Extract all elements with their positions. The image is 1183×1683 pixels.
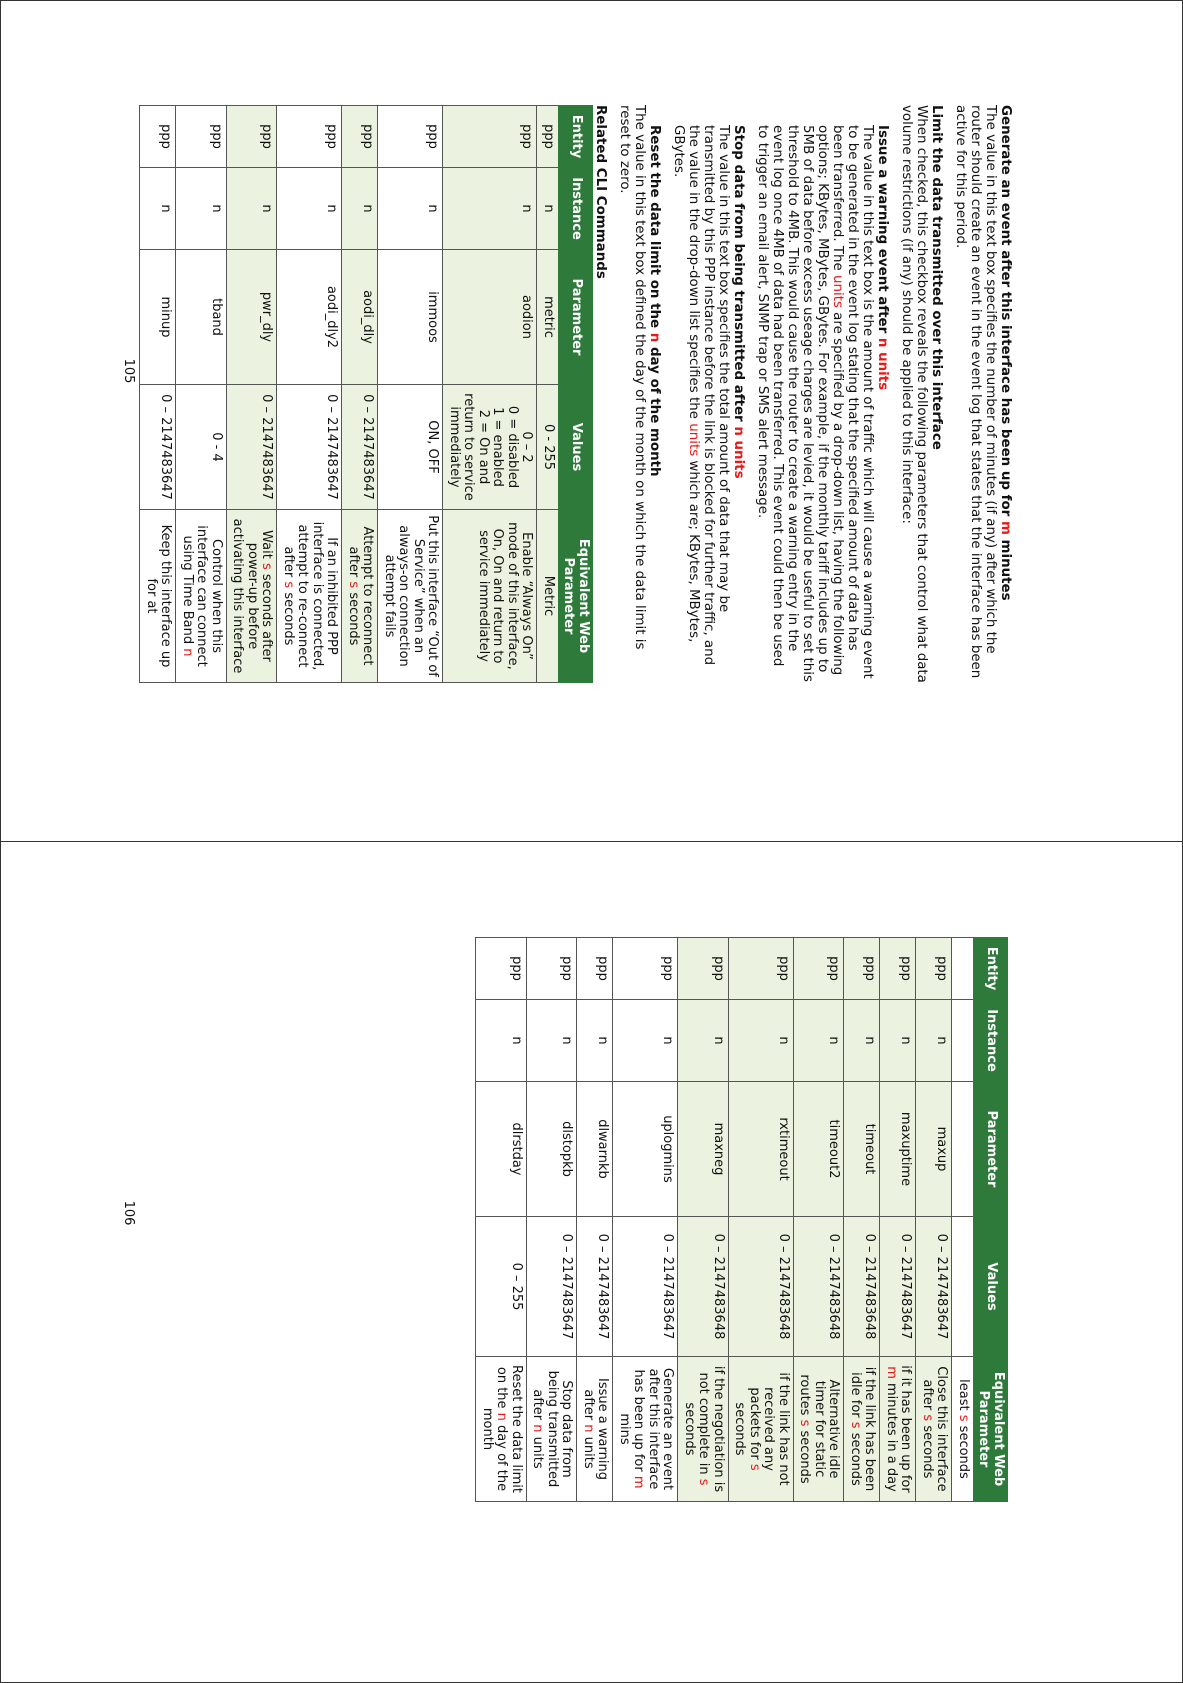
col-parameter: Parameter	[974, 1082, 1008, 1217]
cell-web-parameter	[577, 1357, 613, 1502]
web-variable: s	[920, 1414, 935, 1422]
cell-web-parameter	[476, 1357, 527, 1502]
warn-body-units: units	[830, 275, 845, 308]
web-variable: m	[631, 1475, 647, 1489]
warn-body	[755, 125, 875, 683]
web-text: Issue a warning after	[581, 1378, 611, 1480]
reset-heading	[647, 125, 662, 683]
cell-parameter: minup	[140, 250, 176, 385]
table-row	[844, 938, 880, 1502]
limit-body: When checked, this checkbox reveals the following parameters that control what data volume restrictions (if any) should be applied to this interface:	[899, 105, 929, 683]
web-text: seconds	[848, 1428, 863, 1486]
cell-parameter: dlstopkb	[527, 1082, 578, 1217]
web-text: seconds	[797, 1426, 813, 1484]
warn-body-text: The value in this text box is the amount of traffic which will cause a warning event to be generated in the event log stating that the specified amount of data has been transferred. The	[830, 125, 875, 679]
cell-parameter: rxtimeout	[729, 1082, 794, 1217]
cell-values: 0 – 255	[476, 1217, 527, 1357]
cell-web-parameter	[880, 1357, 916, 1502]
table-row	[577, 938, 613, 1502]
cell-entity: ppp	[880, 938, 916, 1000]
cell-instance: n	[729, 1000, 794, 1082]
cell-parameter: maxup	[916, 1082, 952, 1217]
cell-values: 0 – 2147483647	[342, 385, 378, 510]
web-text: units	[530, 1432, 546, 1469]
web-text: Stop data from being transmitted after	[530, 1370, 575, 1488]
web-variable: s	[281, 581, 296, 589]
web-text: Keep this interface up for at	[144, 524, 174, 668]
table-row	[729, 938, 794, 1502]
cell-values: 0 – 2147483647	[277, 385, 342, 510]
cell-parameter: tband	[176, 250, 227, 385]
web-text: Wait	[259, 530, 275, 563]
cell-web-parameter	[277, 510, 342, 683]
table-row	[880, 938, 916, 1502]
page-106	[0, 842, 1183, 1683]
reset-body: The value in this text box defined the day of the month on which the data limit is reset to zero.	[617, 105, 647, 650]
col-web-parameter: Equivalent Web Parameter	[559, 510, 593, 683]
cell-entity: ppp	[678, 938, 729, 1000]
cell-instance: n	[176, 168, 227, 250]
web-text: seconds	[281, 588, 296, 646]
cell-instance: n	[443, 168, 537, 250]
cell-entity: ppp	[794, 938, 845, 1000]
cell-instance: n	[678, 1000, 729, 1082]
cell-entity: ppp	[844, 938, 880, 1000]
web-text: Enable “Always On” mode of this interface, On, On and return to service immediately	[476, 522, 535, 670]
cell-parameter: maxuptime	[880, 1082, 916, 1217]
web-text: Put this interface “Out of Service” when an always-on connection attempt fails	[382, 515, 441, 677]
reset-heading-tail: day of the month	[647, 342, 662, 477]
cell-web-parameter	[729, 1357, 794, 1502]
warn-heading	[875, 125, 890, 683]
cell-entity: ppp	[537, 106, 559, 168]
gen-event-heading-tail: minutes	[998, 534, 1013, 601]
cell-instance: n	[378, 168, 443, 250]
cli-table-105	[140, 105, 594, 683]
cell-entity	[952, 938, 974, 1000]
cell-values: 0 – 2147483647	[613, 1217, 678, 1357]
table-row	[613, 938, 678, 1502]
cell-entity: ppp	[140, 106, 176, 168]
web-text: Metric	[541, 575, 556, 617]
web-text: seconds after power-up before activating this interface	[230, 518, 275, 674]
cell-web-parameter	[527, 1357, 578, 1502]
web-text: if the negotiation is not complete in	[696, 1365, 726, 1493]
web-variable: n	[180, 648, 195, 657]
cell-web-parameter	[443, 510, 537, 683]
cell-values: 0 – 2147483647	[577, 1217, 613, 1357]
col-parameter: Parameter	[559, 250, 593, 385]
stop-heading	[731, 125, 746, 683]
cell-entity: ppp	[227, 106, 278, 168]
web-variable: m	[884, 1366, 899, 1379]
cell-values: ON, OFF	[378, 385, 443, 510]
cell-entity: ppp	[342, 106, 378, 168]
cell-web-parameter	[176, 510, 227, 683]
page-105	[0, 0, 1183, 841]
cell-entity: ppp	[378, 106, 443, 168]
web-variable: n	[494, 1412, 510, 1421]
cell-values	[952, 1217, 974, 1357]
cell-entity: ppp	[577, 938, 613, 1000]
cell-values: 0 – 2147483648	[729, 1217, 794, 1357]
cell-entity: ppp	[527, 938, 578, 1000]
web-text: minutes in a day	[884, 1378, 899, 1492]
reset-heading-var: n	[647, 332, 662, 343]
cli-table-header	[559, 106, 593, 683]
cell-instance: n	[476, 1000, 527, 1082]
cell-web-parameter	[378, 510, 443, 683]
web-text: Generate an event after this interface has been up for	[631, 1367, 676, 1491]
cell-entity: ppp	[476, 938, 527, 1000]
cell-values: 0 – 2147483647	[227, 385, 278, 510]
web-variable: s	[346, 581, 361, 589]
stop-body-text: The value in this text box specifies the total amount of data that may be transmitted by this PPP instance before the link is blocked for further traffic, and the value in the drop-down list specifies the	[686, 125, 731, 666]
warn-heading-var: n units	[875, 337, 890, 391]
gen-event-heading-text: Generate an event after this interface has been up for	[998, 105, 1013, 521]
cell-web-parameter	[342, 510, 378, 683]
gen-event-body: The value in this text box specifies the number of minutes (if any) after which the router should create an event in the event log that states that the interface has been active for this period.	[953, 105, 998, 679]
page-105-content	[140, 105, 1014, 683]
table-row	[527, 938, 578, 1502]
table-row	[140, 106, 176, 683]
stop-body-tail: which are; KBytes, MBytes, GBytes.	[671, 125, 701, 643]
web-text: if the link has not received any packets for	[747, 1372, 791, 1486]
cell-parameter: maxneg	[678, 1082, 729, 1217]
cell-parameter: metric	[537, 250, 559, 385]
web-text: least	[956, 1379, 971, 1415]
cell-values: 0 – 2147483648	[794, 1217, 845, 1357]
limit-heading: Limit the data transmitted over this interface	[929, 105, 944, 450]
cell-instance: n	[527, 1000, 578, 1082]
cell-entity: ppp	[916, 938, 952, 1000]
cell-values: 0 – 2147483647	[527, 1217, 578, 1357]
table-row	[537, 106, 559, 683]
warn-section	[647, 105, 890, 683]
table-row	[916, 938, 952, 1502]
web-text: if the link has been idle for	[848, 1366, 878, 1492]
table-row	[794, 938, 845, 1502]
cell-parameter: timeout2	[794, 1082, 845, 1217]
gen-event-heading	[998, 105, 1013, 683]
cell-instance: n	[577, 1000, 613, 1082]
cli-table-header	[974, 938, 1008, 1502]
cli-table-body	[476, 938, 974, 1502]
cell-values: 0 – 2 0 = disabled 1 = enabled 2 = On and return to service immediately	[443, 385, 537, 510]
cli-table-body	[140, 106, 559, 683]
web-text: Control when this interface can connect using Time Band	[180, 525, 224, 667]
stop-body-units: units	[686, 423, 701, 457]
web-variable: s	[797, 1419, 813, 1427]
web-variable: s	[747, 1463, 762, 1471]
web-variable: s	[696, 1478, 712, 1486]
cell-values: 0 – 2147483647	[140, 385, 176, 510]
cell-instance: n	[227, 168, 278, 250]
col-instance: Instance	[974, 1000, 1008, 1082]
web-text: units	[581, 1432, 596, 1469]
web-variable: n	[530, 1424, 546, 1433]
cell-instance: n	[537, 168, 559, 250]
cell-instance: n	[880, 1000, 916, 1082]
cell-instance: n	[794, 1000, 845, 1082]
table-row	[277, 106, 342, 683]
cell-instance: n	[844, 1000, 880, 1082]
cell-entity: ppp	[613, 938, 678, 1000]
cell-web-parameter	[613, 1357, 678, 1502]
web-text: Close this interface after	[920, 1366, 950, 1492]
cell-instance: n	[342, 168, 378, 250]
web-text: if it has been up for	[898, 1365, 914, 1493]
cell-web-parameter	[227, 510, 278, 683]
cell-values: 0 - 4	[176, 385, 227, 510]
cell-parameter	[952, 1082, 974, 1217]
table-row	[443, 106, 537, 683]
cell-parameter: dlwarnkb	[577, 1082, 613, 1217]
table-row	[476, 938, 527, 1502]
web-text: Alternative idle timer for static routes	[797, 1374, 842, 1479]
cell-entity: ppp	[176, 106, 227, 168]
table-row	[952, 938, 974, 1502]
web-text: If an inhibited PPP interface is connected, attempt to re-connect after	[281, 521, 340, 671]
cell-parameter: timeout	[844, 1082, 880, 1217]
table-row	[342, 106, 378, 683]
reset-heading-text: Reset the data limit on the	[647, 125, 662, 333]
cell-instance: n	[916, 1000, 952, 1082]
cell-parameter: aodi_dly2	[277, 250, 342, 385]
stop-heading-var: n units	[731, 426, 746, 479]
cell-entity: ppp	[443, 106, 537, 168]
cell-web-parameter	[844, 1357, 880, 1502]
col-entity: Entity	[974, 938, 1008, 1000]
web-variable: s	[848, 1421, 863, 1429]
web-variable: n	[581, 1424, 596, 1433]
table-row	[678, 938, 729, 1502]
web-text: seconds	[920, 1421, 935, 1479]
cell-web-parameter	[678, 1357, 729, 1502]
cell-web-parameter	[952, 1357, 974, 1502]
table-row	[227, 106, 278, 683]
cell-values: 0 – 2147483647	[916, 1217, 952, 1357]
cell-values: 0 - 255	[537, 385, 559, 510]
web-text: day of the month	[480, 1407, 510, 1492]
cli-table-106	[476, 937, 1009, 1502]
cell-web-parameter	[916, 1357, 952, 1502]
web-text: seconds	[346, 588, 361, 646]
cell-values: 0 – 2147483648	[678, 1217, 729, 1357]
col-entity: Entity	[559, 106, 593, 168]
cell-instance: n	[140, 168, 176, 250]
cell-parameter: uplogmins	[613, 1082, 678, 1217]
stop-body	[671, 125, 731, 683]
web-text: seconds	[956, 1421, 971, 1479]
table-row	[176, 106, 227, 683]
col-values: Values	[974, 1217, 1008, 1357]
cell-entity: ppp	[277, 106, 342, 168]
web-variable: s	[259, 562, 275, 570]
cell-instance	[952, 1000, 974, 1082]
cell-web-parameter	[794, 1357, 845, 1502]
web-text: mins	[617, 1413, 632, 1445]
gen-event-heading-var: m	[998, 520, 1013, 535]
cell-values: 0 – 2147483648	[844, 1217, 880, 1357]
stop-heading-text: Stop data from being transmitted after	[731, 125, 746, 427]
cell-values: 0 – 2147483647	[880, 1217, 916, 1357]
web-text: Reset the data limit on the	[494, 1365, 524, 1493]
page-number: 105	[121, 358, 136, 384]
cell-parameter: immoos	[378, 250, 443, 385]
related-cli-heading: Related CLI Commands	[593, 105, 608, 279]
cell-parameter: aodion	[443, 250, 537, 385]
col-instance: Instance	[559, 168, 593, 250]
cell-parameter: pwr_dly	[227, 250, 278, 385]
warn-heading-text: Issue a warning event after	[875, 125, 890, 338]
page-number: 106	[121, 1200, 136, 1226]
cell-instance: n	[277, 168, 342, 250]
cell-entity: ppp	[729, 938, 794, 1000]
table-row	[378, 106, 443, 683]
col-web-parameter: Equivalent Web Parameter	[974, 1357, 1008, 1502]
col-values: Values	[559, 385, 593, 510]
cell-web-parameter	[537, 510, 559, 683]
web-text: Attempt to reconnect after	[346, 526, 376, 666]
web-text: seconds	[732, 1402, 748, 1456]
cell-parameter: aodi_dly	[342, 250, 378, 385]
cell-parameter: dlrstday	[476, 1082, 527, 1217]
warn-body-tail: are specified by a drop-down list, having the following options; KBytes, MBytes, GBytes. For example, if the monthly tariff includes up to 5MB of data before excess useage charges are levied, it would be useful to set this threshold to 4MB. This would cause the router to create a warning entry in the event log once 4MB of data had been transferred. This event could then be used to trigger an email alert, SNMP trap or SMS alert message.	[755, 125, 845, 682]
cell-instance: n	[613, 1000, 678, 1082]
cell-web-parameter	[140, 510, 176, 683]
page-106-content	[476, 937, 1009, 1502]
web-variable: s	[956, 1414, 971, 1422]
web-text: seconds	[682, 1402, 697, 1456]
